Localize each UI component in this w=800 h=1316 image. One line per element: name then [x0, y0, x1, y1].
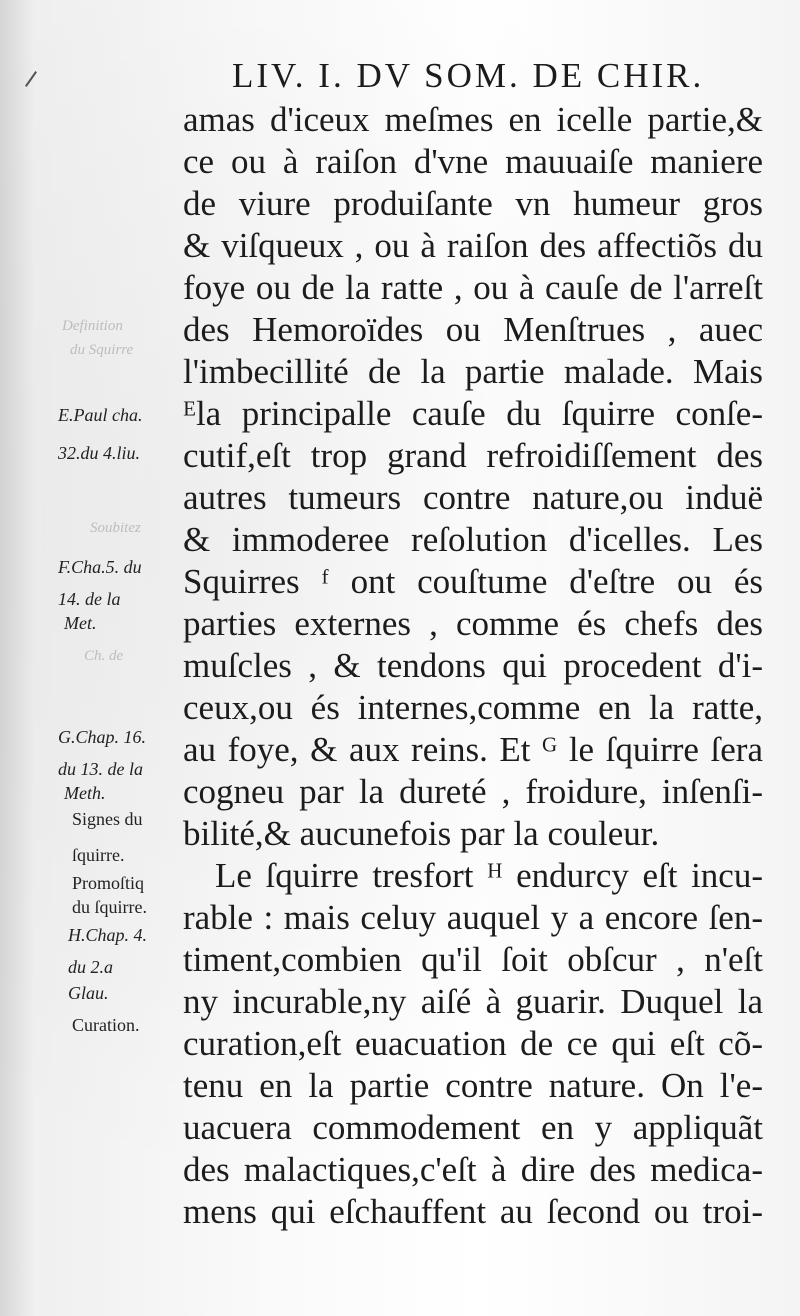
- text-line: des Hemoroïdes ou Menſtrues , auec: [183, 310, 763, 349]
- text-line: foye ou de la ratte , ou à cauſe de l'arreſt: [183, 268, 763, 307]
- text-line: ny incurable,ny aiſé à guarir. Duquel la: [183, 982, 763, 1021]
- text-line: Le ſquirre tresfort ᴴ endurcy eſt incu-: [215, 856, 763, 895]
- bleed-through-text: Ch. de: [84, 648, 124, 664]
- margin-note-prognostic: du ſquirre.: [72, 897, 147, 917]
- bleed-through-text: du Squirre: [70, 342, 134, 358]
- text-line: ceux,ou és internes,comme en la ratte,: [183, 688, 763, 727]
- margin-note-e: E.Paul cha.: [58, 405, 143, 425]
- text-line: uacuera commodement en y appliquãt: [183, 1108, 763, 1147]
- bleed-through-text: Definition: [62, 318, 123, 334]
- text-line: & viſqueux , ou à raiſon des affectiõs du: [183, 226, 763, 265]
- margin-note-g: Meth.: [64, 783, 106, 803]
- text-line: autres tumeurs contre nature,ou induë: [183, 478, 763, 517]
- margin-note-e: 32.du 4.liu.: [58, 443, 141, 463]
- margin-note-signes: Signes du: [72, 809, 143, 829]
- text-line: ce ou à raiſon d'vne mauuaiſe maniere: [183, 142, 763, 181]
- margin-note-g: du 13. de la: [58, 759, 143, 779]
- text-line: des malactiques,c'eſt à dire des medica-: [183, 1150, 763, 1189]
- text-line: cogneu par la dureté , froidure, inſenſi-: [183, 772, 763, 811]
- text-line: & immoderee reſolution d'icelles. Les: [183, 520, 763, 559]
- margin-note-signes: ſquirre.: [72, 845, 125, 865]
- text-line: rable : mais celuy auquel y a encore ſen-: [183, 898, 763, 937]
- text-line: muſcles , & tendons qui procedent d'i-: [183, 646, 763, 685]
- text-line: ᴱla principalle cauſe du ſquirre conſe-: [183, 394, 763, 433]
- margin-note-f: Met.: [64, 613, 97, 633]
- text-line: curation,eſt euacuation de ce qui eſt cõ-: [183, 1024, 763, 1063]
- page-gutter-shadow: [0, 0, 34, 1316]
- margin-note-g: G.Chap. 16.: [58, 727, 147, 747]
- text-line: tenu en la partie contre nature. On l'e-: [183, 1066, 763, 1105]
- text-line: l'imbecillité de la partie malade. Mais: [183, 352, 763, 391]
- text-line: bilité,& aucunefois par la couleur.: [183, 814, 660, 853]
- text-line: parties externes , comme és chefs des: [183, 604, 763, 643]
- text-line: amas d'iceux meſmes en icelle partie,&: [183, 100, 763, 139]
- text-line: mens qui eſchauffent au ſecond ou troi-: [183, 1192, 763, 1231]
- running-header: LIV. I. DV SOM. DE CHIR.: [232, 56, 705, 95]
- margin-note-curation: Curation.: [72, 1015, 140, 1035]
- margin-note-h: H.Chap. 4.: [68, 925, 148, 945]
- margin-note-h: du 2.a: [68, 957, 113, 977]
- text-line: timent,combien qu'il ſoit obſcur , n'eſt: [183, 940, 763, 979]
- margin-note-f: 14. de la: [58, 589, 121, 609]
- margin-note-h: Glau.: [68, 983, 109, 1003]
- text-line: de viure produiſante vn humeur gros: [183, 184, 763, 223]
- margin-note-f: F.Cha.5. du: [58, 557, 142, 577]
- text-line: au foye, & aux reins. Et ᴳ le ſquirre ſera: [183, 730, 763, 769]
- bleed-through-text: Soubitez: [90, 520, 141, 536]
- margin-note-prognostic: Promoſtiq: [72, 873, 145, 893]
- text-line: Squirres ᶠ ont couſtume d'eſtre ou és: [183, 562, 763, 601]
- text-line: cutif,eſt trop grand refroidiſſement des: [183, 436, 763, 475]
